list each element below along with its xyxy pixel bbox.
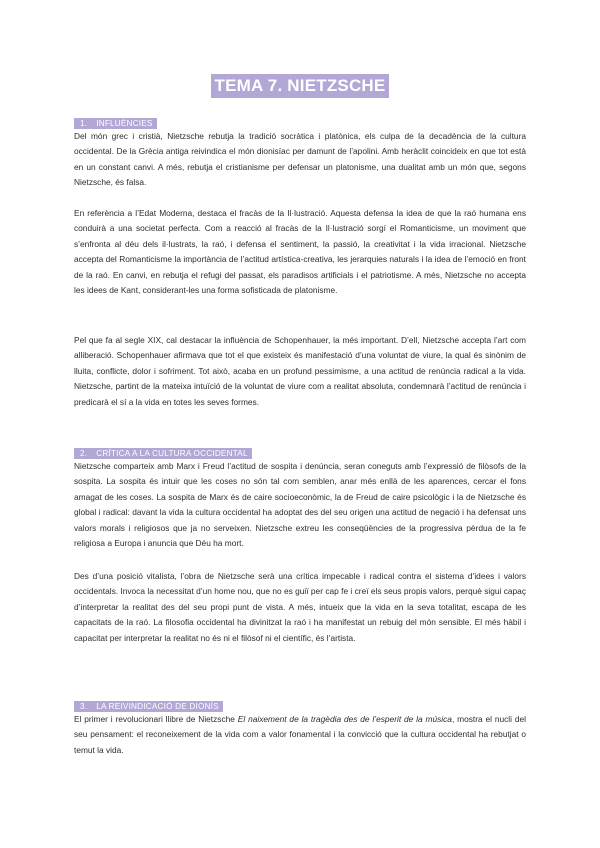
paragraph-text-after: , mostra el nucli del seu pensament: el reconeixement de la vida com a valor fonamental i la convicció que la cultura occidental ha rebutjat o temut la vida. [74, 714, 527, 755]
section-heading-critica [74, 448, 252, 459]
section-label: INFLUÈNCIES [96, 119, 153, 128]
section-label: CRÍTICA A LA CULTURA OCCIDENTAL [96, 449, 248, 458]
section-number: 3. [80, 702, 88, 711]
page-title: TEMA 7. NIETZSCHE [211, 74, 390, 98]
section-number: 2. [80, 449, 88, 458]
section-heading-influencies [74, 118, 157, 129]
paragraph-critica-vitalista: Des d’una posició vitalista, l’obra de Nietzsche serà una crítica impecable i radical contra el sistema d’idees i valors occidentals. Invoca la necessitat d’un home nou, que no es guiï per cap fe i creï els seus propis valors, perquè sigui capaç d’interpretar la realitat des del seu propi punt de vista. A més, intueix que la vida en la seva totalitat, escapa de les capacitats de la raó. La filosofia occidental ha divinitzat la raó i ha manifestat un rebuig del món sensible. El més hàbil i capacitat per interpretar la realitat no és ni el filòsof ni el científic, és l’artista. [74, 571, 526, 643]
paragraph-dionis [74, 712, 526, 758]
title-wrap [0, 74, 600, 98]
paragraph-critica-sospita: Nietzsche comparteix amb Marx i Freud l’actitud de sospita i denúncia, seran coneguts amb l’expressió de filòsofs de la sospita. La sospita és intuir que les coses no són tal com semblen, anar més enllà de les aparences, cercar el fons amagat de les coses. La sospita de Marx és de caire socioeconòmic, la de Freud de caire psicològic i la de Nietzsche és global i radical: davant la vida la cultura occidental ha adoptat des del seu origen una actitud de negació i ha defensat uns valors morals i religiosos que ja no serveixen. Nietzsche extreu les conseqüències de la progressiva pèrdua de la fe religiosa a Europa i anuncia que Déu ha mort. [74, 461, 526, 549]
section-label: LA REIVINDICACIÓ DE DIONÍS [96, 702, 219, 711]
paragraph-text-before: El primer i revolucionari llibre de Nietzsche [74, 714, 238, 724]
paragraph-influences-schopenhauer: Pel que fa al segle XIX, cal destacar la influència de Schopenhauer, la més important. D’ell, Nietzsche accepta l’art com alliberació. Schopenhauer afirmava que tot el que existeix és manifestació d’una voluntat de viure, la qual és sinònim de lluita, conflicte, dolor i sofriment. Tot això, acaba en un profund pessimisme, a una actitud de renúncia radical a la vida. Nietzsche, partint de la mateixa intuïció de la voluntat de viure com a realitat absoluta, condemnarà l’actitud de renúncia i predicarà el sí a la vida en totes les seves formes. [74, 335, 526, 407]
paragraph-influences-modern: En referència a l’Edat Moderna, destaca el fracàs de la Il·lustració. Aquesta defensa la idea de que la raó humana ens conduirà a una societat perfecta. Com a reacció al fracàs de la Il·lustració sorgí el Romanticisme, un moviment que s’enfronta al déu dels il·lustrats, la raó, i defensa el sentiment, la passió, la creativitat i la vida irracional. Nietzsche accepta del Romanticisme la importància de l’actitud artística-creativa, les jerarquies naturals i la idea de l’emoció en front de la raó. En canvi, en rebutja el refugi del passat, els paradisos artificials i el patriotisme. A més, Nietzsche no accepta les idees de Kant, considerant-les una forma sofisticada de platonisme. [74, 208, 526, 296]
section-heading-dionis [74, 701, 223, 712]
book-title: El naixement de la tragèdia des de l’esperit de la música [237, 714, 452, 724]
section-number: 1. [80, 119, 88, 128]
paragraph-influences-greek: Del món grec i cristià, Nietzsche rebutja la tradició socràtica i platònica, els culpa de la decadència de la cultura occidental. De la Grècia antiga reivindica el món dionisíac per damunt de l’apolini. Amb heràclit coincideix en que tot està en un constant canvi. A més, rebutja el cristianisme per defensar un platonisme, una dualitat amb un món que, segons Nietzsche, és falsa. [74, 131, 526, 188]
